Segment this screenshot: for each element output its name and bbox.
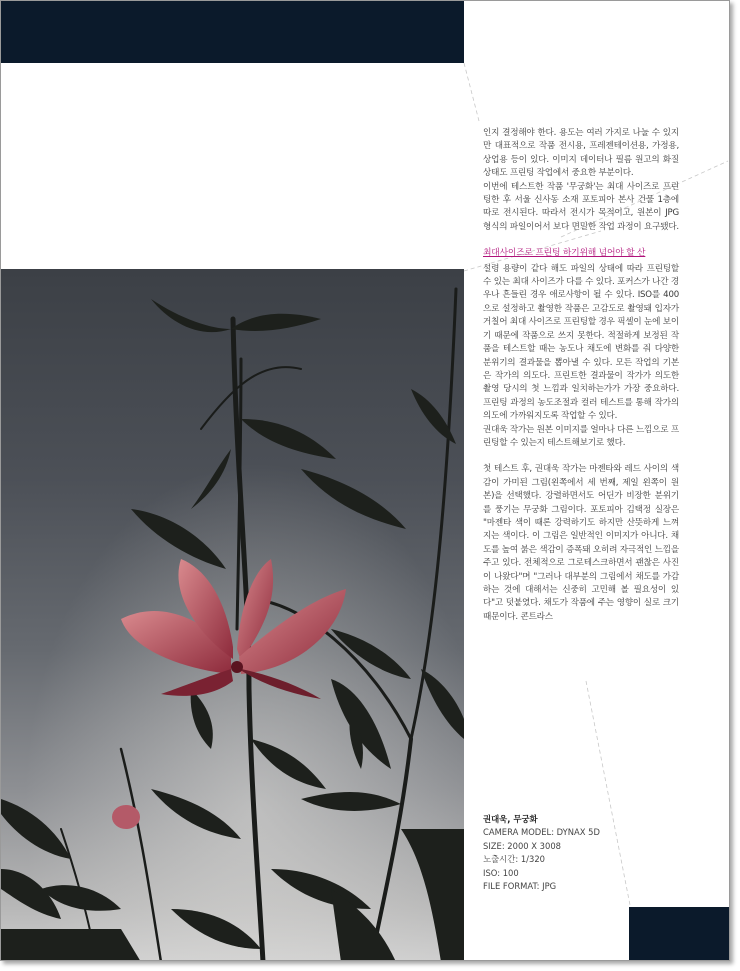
caption-title: 권대욱, 무궁화 [483,814,538,824]
caption-iso: ISO: 100 [483,867,519,878]
caption-file-format: FILE FORMAT: JPG [483,881,557,892]
article-paragraph-4: 권대욱 작가는 원본 이미지를 얼마나 다른 느낌으로 프린팅할 수 있는지 테스트해보기로 했다. [483,424,679,448]
hibiscus-photo [1,269,464,961]
caption-exposure: 노출시간: 1/320 [483,854,545,865]
article-paragraph-3: 설령 용량이 같다 해도 파일의 상태에 따라 프린팅할 수 있는 최대 사이즈가 다를 수 있다. 포커스가 나간 경우나 흔들린 경우 애로사항이 될 수 있다. ISO를 400으로 설정하고 촬영한 작품은 고감도로 촬영돼 입자가 거칠어 최대 사이즈로 프린팅할 경우 픽셀이 눈에 보이기 때문에 작품으로 쓰지 못한다. 적절하게 보정된 작품을 테스트할 때는 농도나 채도에 변화를 줘 다양한 분위기의 결과물을 뽑아낼 수 있다. 모든 작업의 기본은 작가의 의도다. 프린트한 결과물이 작가가 의도한 촬영 당시의 첫 느낌과 일치하는가가 가장 중요하다. 프린팅 과정의 농도조절과 컬러 테스트를 통해 작가의 의도에 가까워지도록 작업할 수 있다. [483,263,679,422]
article-column [483,127,679,624]
caption-camera-model: CAMERA MODEL: DYNAX 5D [483,827,600,838]
photo-caption [483,813,663,893]
corner-navy-block [629,907,729,960]
article-paragraph-2: 이번에 테스트한 작품 '무궁화'는 최대 사이즈로 프린팅한 후 서울 신사동 소재 포토피아 본사 건물 1층에 따로 전시된다. 따라서 전시가 목적이고, 원본이 JPG 형식의 파일이어서 보다 면밀한 작업 과정이 요구됐다. [483,181,679,232]
top-navy-bar [1,1,464,63]
article-subheading: 최대사이즈로 프린팅 하기위해 넘어야 할 산 [483,248,646,259]
article-paragraph-1: 인지 결정해야 한다. 용도는 여러 가지로 나눌 수 있지만 대표적으로 작품 전시용, 프레젠테이션용, 가정용, 상업용 등이 있다. 이미지 데이터나 필름 원고의 화질 상태도 프린팅 작업에서 중요한 부분이다. [483,128,679,179]
article-paragraph-5: 첫 테스트 후, 권대욱 작가는 마젠타와 레드 사이의 색감이 가미된 그림(왼쪽에서 세 번째, 제일 왼쪽이 원본)을 선택했다. 강렬하면서도 어딘가 비장한 분위기를 풍기는 무궁화 그림이다. 포토피아 김택정 실장은 "마젠타 색이 때론 강력하기도 하지만 산뜻하게 느껴지는 색이다. 이 그림은 일반적인 이미지가 아니다. 채도를 높여 붉은 색감이 증폭돼 오히려 자극적인 느낌을 주고 있다. 전체적으로 그로테스크하면서 괜찮은 사진이 나왔다"며 "그러나 대부분의 그림에서 채도를 가감하는 것에 대해서는 신중히 고민해 볼 필요성이 있다"고 덧붙였다. 채도가 작품에 주는 영향이 실로 크기 때문이다. 콘트라스 [483,464,679,622]
caption-size: SIZE: 2000 X 3008 [483,840,561,851]
